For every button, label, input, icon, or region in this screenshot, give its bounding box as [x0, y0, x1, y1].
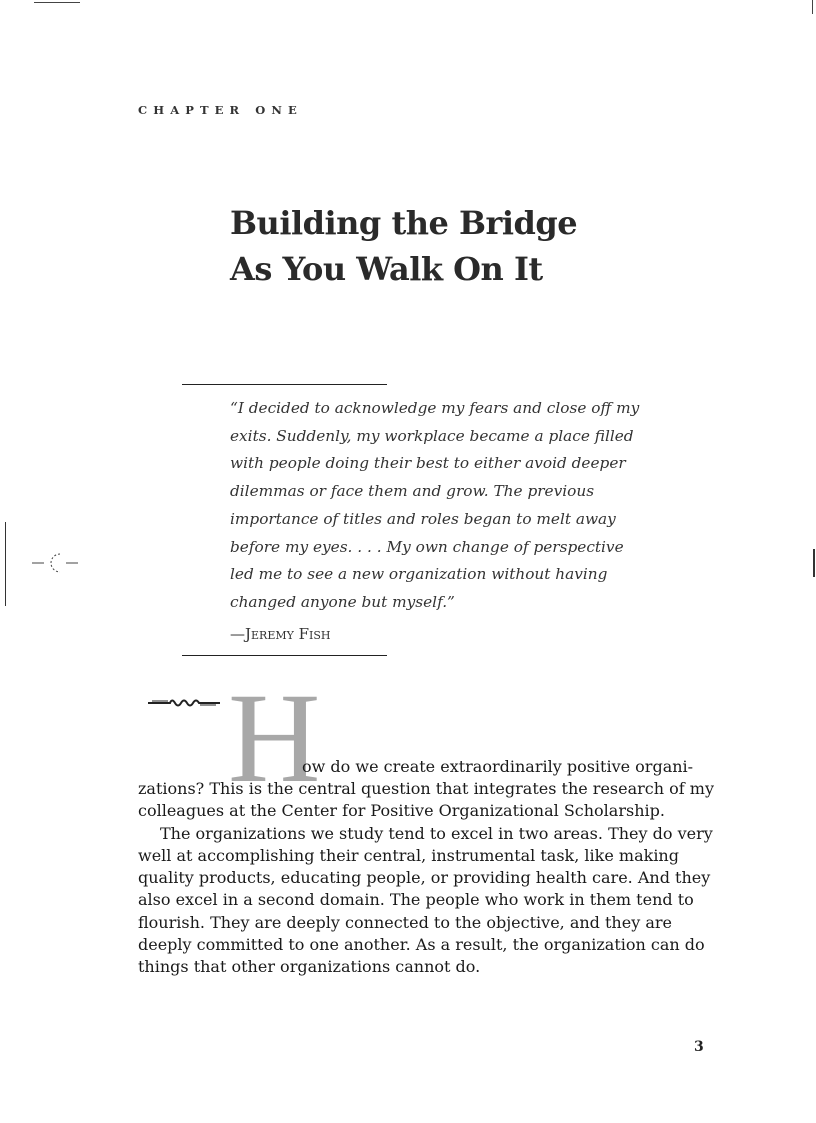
registration-mark-icon	[32, 548, 80, 578]
crop-mark-top-left	[34, 2, 80, 3]
epigraph-line: importance of titles and roles began to melt away	[230, 509, 616, 528]
page-edge-right	[813, 549, 815, 577]
page-number: 3	[694, 1039, 704, 1055]
body-line: deeply committed to one another. As a result, the organization can do	[138, 935, 705, 955]
epigraph-line: with people doing their best to either avoid deeper	[230, 454, 626, 473]
attribution-name: Jeremy Fish	[245, 625, 331, 643]
epigraph-line: changed anyone but myself.”	[230, 592, 455, 611]
epigraph-line: exits. Suddenly, my workplace became a place filled	[230, 426, 634, 445]
crop-mark-top-right	[812, 0, 813, 14]
attribution-dash: —	[230, 625, 245, 643]
body-line: quality products, educating people, or providing health care. And they	[138, 868, 711, 888]
epigraph-line: “I decided to acknowledge my fears and close off my	[230, 399, 640, 417]
epigraph-quote	[230, 395, 670, 617]
body-line: things that other organizations cannot do.	[138, 957, 481, 977]
page-edge-left	[5, 522, 6, 606]
body-line: also excel in a second domain. The people who work in them tend to	[138, 890, 694, 910]
body-first-line: ow do we create extraordinarily positive organi-	[302, 757, 694, 776]
body-line: The organizations we study tend to excel in two areas. They do very	[160, 823, 713, 843]
body-line: colleagues at the Center for Positive Organizational Scholarship.	[138, 801, 665, 821]
body-paragraphs	[138, 778, 714, 979]
body-line: well at accomplishing their central, instrumental task, like making	[138, 845, 679, 865]
epigraph-rule-top	[182, 384, 387, 385]
drop-cap: H	[228, 667, 321, 809]
chapter-title	[230, 200, 577, 292]
epigraph-line: led me to see a new organization without having	[230, 565, 608, 584]
epigraph-line: dilemmas or face them and grow. The previous	[230, 482, 595, 501]
body-line: flourish. They are deeply connected to the objective, and they are	[138, 912, 672, 932]
chapter-title-line: As You Walk On It	[230, 250, 543, 288]
ornament-flourish-icon	[148, 696, 220, 710]
chapter-title-line: Building the Bridge	[230, 204, 578, 242]
epigraph-line: before my eyes. . . . My own change of perspective	[230, 537, 624, 556]
epigraph-attribution	[230, 625, 331, 643]
chapter-label: CHAPTER ONE	[138, 103, 303, 117]
epigraph-rule-bottom	[182, 655, 387, 656]
body-line: zations? This is the central question that integrates the research of my	[138, 779, 714, 798]
